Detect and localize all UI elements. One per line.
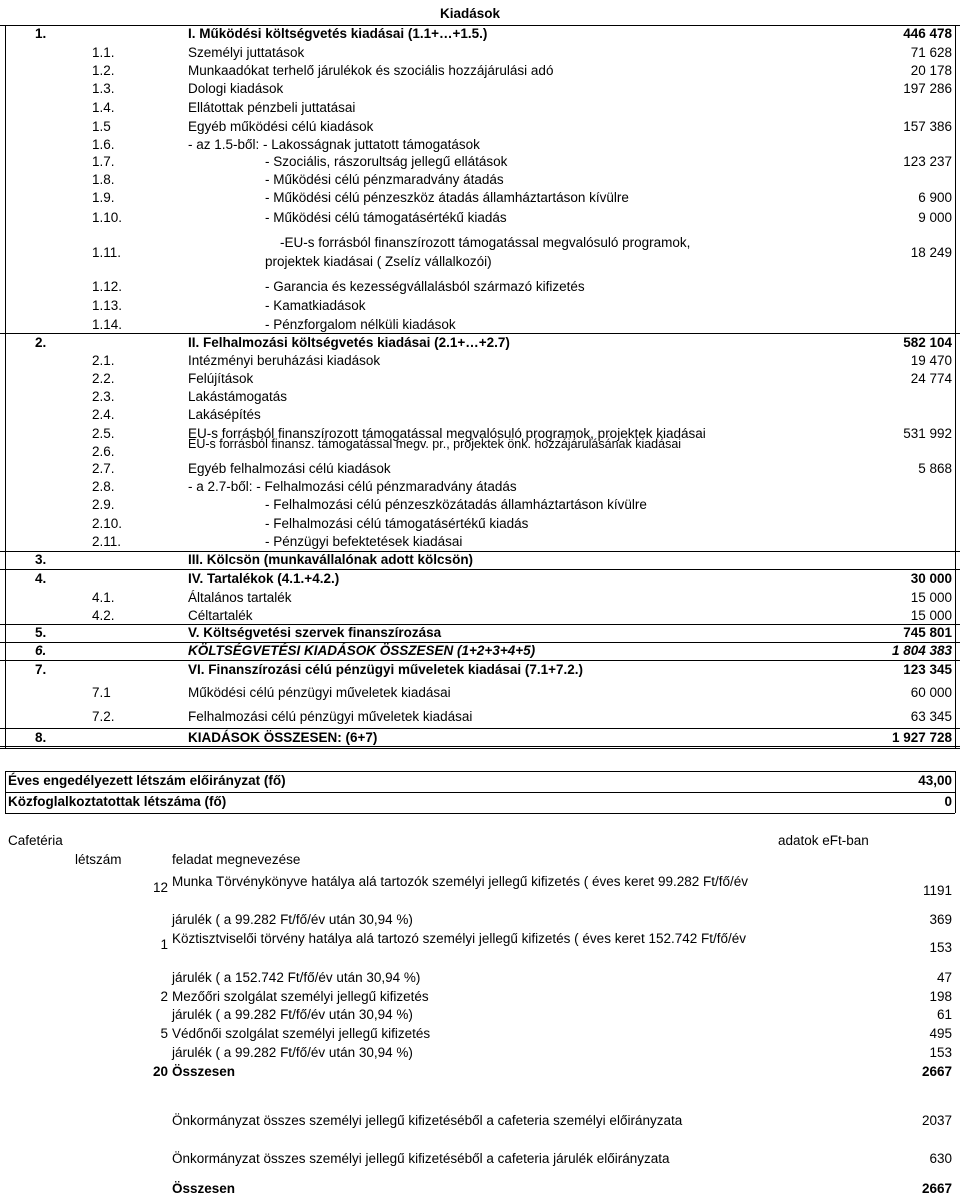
row-value: 5 868 [918, 461, 952, 476]
table-header-title: Kiadások [440, 6, 501, 21]
summary-label: Önkormányzat összes személyi jellegű kifizetéséből a cafeteria járulék előirányzata [172, 1151, 670, 1166]
units-note: adatok eFt-ban [778, 833, 869, 848]
row-label: Dologi kiadások [188, 81, 284, 96]
amount: 61 [936, 1007, 952, 1022]
row-subnumber: 1.4. [92, 99, 115, 115]
row-label: KÖLTSÉGVETÉSI KIADÁSOK ÖSSZESEN (1+2+3+4+5) [188, 643, 536, 658]
row-subnumber: 4.2. [92, 607, 115, 623]
row-value: 71 628 [910, 44, 952, 60]
row-label: - a 2.7-ből: - Felhalmozási célú pénzmaradvány átadás [188, 479, 517, 494]
row-number: 6. [35, 643, 47, 658]
row-label: Működési célú pénzügyi műveletek kiadásai [188, 684, 451, 700]
row-subnumber: 1.8. [92, 172, 115, 187]
amount: 369 [929, 912, 952, 927]
row-label: III. Kölcsön (munkavállalónak adott kölcsön) [188, 552, 474, 567]
row-subnumber: 1.1. [92, 44, 115, 60]
row-subnumber: 7.1 [92, 684, 111, 700]
row-label: Felhalmozási célú pénzügyi műveletek kiadásai [188, 709, 473, 724]
row-label: Általános tartalék [188, 589, 292, 605]
amount: 153 [929, 1045, 952, 1060]
amount: 1191 [922, 883, 952, 898]
task-label: Mezőőri szolgálat személyi jellegű kifizetés [172, 989, 429, 1004]
row-value: 582 104 [903, 334, 952, 350]
task-label: járulék ( a 99.282 Ft/fő/év után 30,94 %) [172, 1007, 413, 1022]
row-subnumber: 1.5 [92, 118, 111, 134]
row-subnumber: 1.14. [92, 316, 123, 332]
row-label: - Működési célú támogatásértékű kiadás [265, 209, 507, 225]
row-value: 197 286 [903, 81, 952, 96]
headcount: 20 [152, 1064, 168, 1079]
row-number: 8. [35, 730, 47, 745]
row-value: 19 470 [910, 353, 952, 368]
row-label: Céltartalék [188, 607, 253, 623]
row-subnumber: 2.5. [92, 425, 115, 441]
row-subnumber: 1.3. [92, 81, 115, 96]
row-value: 20 178 [910, 63, 952, 78]
row-subnumber: 1.7. [92, 154, 115, 169]
row-label: V. Költségvetési szervek finanszírozása [188, 625, 442, 640]
row-label: - Pénzforgalom nélküli kiadások [265, 316, 456, 332]
row-label: KIADÁSOK ÖSSZESEN: (6+7) [188, 730, 378, 745]
headcount: 2 [160, 989, 168, 1004]
task-label: járulék ( a 99.282 Ft/fő/év után 30,94 %) [172, 1045, 413, 1060]
row-value: 1 804 383 [891, 643, 952, 658]
staff-value: 43,00 [918, 773, 952, 788]
column-task: feladat megnevezése [172, 852, 301, 867]
row-label: Lakástámogatás [188, 389, 288, 404]
row-label: - Felhalmozási célú támogatásértékű kiadás [265, 515, 529, 531]
amount: 153 [929, 940, 952, 955]
row-number: 7. [35, 661, 47, 677]
column-headcount: létszám [75, 852, 122, 867]
row-value: 24 774 [910, 371, 952, 386]
row-value: 745 801 [903, 625, 952, 640]
row-label: Egyéb működési célú kiadások [188, 118, 374, 134]
row-label: Munkaadókat terhelő járulékok és szociális hozzájárulási adó [188, 63, 554, 78]
task-label: járulék ( a 99.282 Ft/fő/év után 30,94 %) [172, 912, 413, 927]
headcount: 12 [152, 880, 168, 895]
cafeteria-title: Cafetéria [8, 833, 63, 848]
row-value: 30 000 [910, 570, 952, 586]
row-label: - az 1.5-ből: - Lakosságnak juttatott támogatások [188, 136, 480, 152]
row-label: II. Felhalmozási költségvetés kiadásai (2.1+…+2.7) [188, 334, 510, 350]
task-label: Védőnői szolgálat személyi jellegű kifizetés [172, 1026, 431, 1041]
row-number: 3. [35, 552, 47, 567]
row-label: IV. Tartalékok (4.1.+4.2.) [188, 570, 340, 586]
row-number: 1. [35, 26, 47, 41]
row-value: 6 900 [918, 190, 952, 205]
row-subnumber: 2.6. [92, 443, 115, 459]
row-label: EU-s forrásból finansz. támogatással megv. pr., projektek önk. hozzájárulásának kiadásai [188, 437, 682, 451]
row-subnumber: 1.12. [92, 279, 123, 294]
row-subnumber: 2.10. [92, 515, 123, 531]
row-label: Lakásépítés [188, 407, 261, 422]
row-subnumber: 4.1. [92, 589, 115, 605]
row-subnumber: 2.11. [92, 534, 122, 549]
row-label: Ellátottak pénzbeli juttatásai [188, 99, 356, 115]
headcount: 1 [160, 937, 168, 952]
summary-value: 2667 [921, 1181, 952, 1196]
summary-value: 630 [929, 1151, 952, 1166]
row-label: - Szociális, rászorultság jellegű ellátások [265, 154, 508, 169]
row-label: Személyi juttatások [188, 44, 305, 60]
task-label: járulék ( a 152.742 Ft/fő/év után 30,94 %) [172, 970, 421, 985]
row-value: 63 345 [910, 709, 952, 724]
row-label: - Kamatkiadások [265, 298, 366, 313]
summary-label: Önkormányzat összes személyi jellegű kifizetéséből a cafeteria személyi előirányzata [172, 1113, 683, 1128]
row-value: 18 249 [910, 245, 952, 260]
row-label: -EU-s forrásból finanszírozott támogatással megvalósuló programok, [280, 235, 691, 250]
row-value: 446 478 [903, 26, 952, 41]
amount: 47 [936, 970, 952, 985]
row-number: 2. [35, 334, 47, 350]
amount: 495 [929, 1026, 952, 1041]
row-value: 123 345 [903, 661, 952, 677]
row-value: 9 000 [918, 209, 952, 225]
row-subnumber: 2.7. [92, 461, 115, 476]
row-subnumber: 1.13. [92, 298, 123, 313]
task-label: Összesen [172, 1064, 236, 1079]
row-subnumber: 2.9. [92, 497, 115, 512]
row-label: VI. Finanszírozási célú pénzügyi műveletek kiadásai (7.1+7.2.) [188, 661, 584, 677]
row-label: - Pénzügyi befektetések kiadásai [265, 534, 463, 549]
row-value: 1 927 728 [891, 730, 952, 745]
row-value: 15 000 [910, 589, 952, 605]
row-label: Felújítások [188, 371, 254, 386]
headcount: 5 [160, 1026, 168, 1041]
task-label: Köztisztviselői törvény hatálya alá tartozó személyi jellegű kifizetés ( éves keret 152.742 Ft/fő/év [172, 931, 747, 946]
row-subnumber: 2.1. [92, 353, 115, 368]
staff-label: Közfoglalkoztatottak létszáma (fő) [8, 794, 227, 809]
row-value: 15 000 [910, 607, 952, 623]
row-subnumber: 1.11. [92, 245, 122, 260]
task-label: Munka Törvénykönyve hatálya alá tartozók személyi jellegű kifizetés ( éves keret 99.282 Ft/fő/év [172, 874, 749, 889]
row-value: 60 000 [910, 684, 952, 700]
summary-label: Összesen [172, 1181, 236, 1196]
row-number: 5. [35, 625, 47, 640]
row-value: 157 386 [903, 118, 952, 134]
staff-value: 0 [944, 794, 952, 809]
row-value: 123 237 [903, 154, 952, 169]
row-label: - Működési célú pénzmaradvány átadás [265, 172, 504, 187]
row-subnumber: 1.6. [92, 136, 115, 152]
row-subnumber: 2.8. [92, 479, 115, 494]
row-label: - Felhalmozási célú pénzeszközátadás államháztartáson kívülre [265, 497, 647, 512]
row-label-cont: projektek kiadásai ( Zselíz vállalkozói) [265, 254, 492, 269]
row-label: Egyéb felhalmozási célú kiadások [188, 461, 391, 476]
row-label: - Garancia és kezességvállalásból származó kifizetés [265, 279, 585, 294]
amount: 2667 [921, 1064, 952, 1079]
row-subnumber: 2.2. [92, 371, 115, 386]
row-label: I. Működési költségvetés kiadásai (1.1+…+1.5.) [188, 26, 488, 41]
row-value: 531 992 [903, 425, 952, 441]
summary-value: 2037 [921, 1113, 952, 1128]
row-subnumber: 1.9. [92, 190, 115, 205]
row-subnumber: 1.10. [92, 209, 123, 225]
amount: 198 [929, 989, 952, 1004]
row-subnumber: 7.2. [92, 709, 115, 724]
row-number: 4. [35, 570, 47, 586]
row-subnumber: 2.4. [92, 407, 115, 422]
row-label: Intézményi beruházási kiadások [188, 353, 381, 368]
row-label: - Működési célú pénzeszköz átadás államháztartáson kívülre [265, 190, 629, 205]
row-subnumber: 2.3. [92, 389, 115, 404]
staff-label: Éves engedélyezett létszám előirányzat (fő) [8, 773, 286, 788]
row-subnumber: 1.2. [92, 63, 115, 78]
row-label: EU-s forrásból finanszírozott támogatással megvalósuló programok, projektek kiadásai [188, 425, 706, 441]
